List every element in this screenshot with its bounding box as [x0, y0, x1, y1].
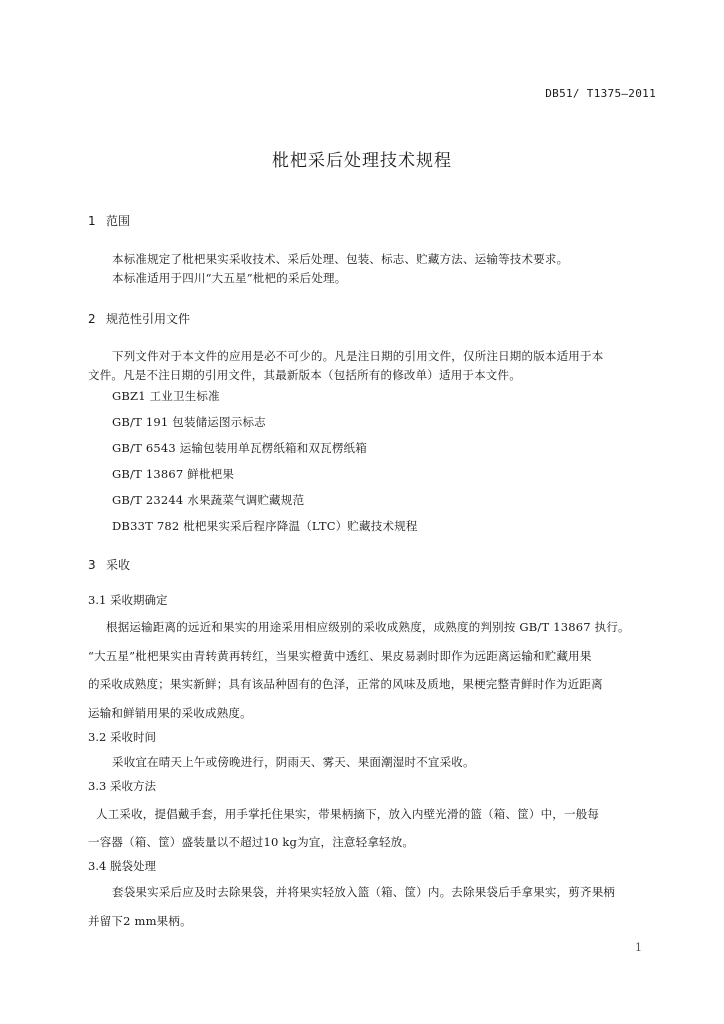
page-number: 1	[635, 941, 642, 954]
section-3-title: 采收	[106, 558, 131, 572]
subsection-3-1-line-3: 的采收成熟度；果实新鲜；具有该品种固有的色泽，正常的风味及质地，果梗完整青鲜时作为近距离	[88, 677, 603, 691]
reference-item: DB33T 782 枇杷果实采后程序降温（LTC）贮藏技术规程	[112, 519, 418, 533]
subsection-3-4-line-2: 并留下2 mm果柄。	[88, 914, 192, 928]
reference-item: GB/T 191 包装储运图示标志	[112, 415, 266, 429]
subsection-3-4-line-1: 套袋果实采后应及时去除果袋，并将果实轻放入篮（箱、筐）内。去除果袋后手拿果实，剪齐果柄	[112, 885, 616, 899]
section-2-title: 规范性引用文件	[106, 312, 191, 326]
section-3-heading	[88, 556, 130, 573]
section-2-paragraph-line-2: 文件。凡是不注日期的引用文件，其最新版本（包括所有的修改单）适用于本文件。	[88, 368, 521, 382]
section-1-paragraph-2: 本标准适用于四川“大五星”枇杷的采后处理。	[112, 271, 347, 285]
reference-item: GBZ1 工业卫生标准	[112, 389, 220, 403]
section-2-number: 2	[88, 312, 96, 326]
reference-item: GB/T 13867 鲜枇杷果	[112, 467, 235, 481]
section-1-number: 1	[88, 214, 96, 228]
section-1-heading	[88, 212, 130, 229]
subsection-3-3-title: 3.3 采收方法	[88, 779, 156, 793]
standard-code-header: DB51/ T1375—2011	[545, 87, 656, 100]
subsection-3-1-line-1: 根据运输距离的远近和果实的用途采用相应级别的采收成熟度，成熟度的判别按 GB/T 13867 执行。	[106, 620, 630, 634]
document-title: 枇杷采后处理技术规程	[272, 151, 452, 171]
reference-item: GB/T 23244 水果蔬菜气调贮藏规范	[112, 493, 305, 507]
subsection-3-2-title: 3.2 采收时间	[88, 730, 156, 744]
subsection-3-1-line-2: “大五星”枇杷果实由青转黄再转红，当果实橙黄中透红、果皮易剥时即作为远距离运输和贮藏用果	[88, 649, 592, 663]
reference-item: GB/T 6543 运输包装用单瓦楞纸箱和双瓦楞纸箱	[112, 441, 367, 455]
subsection-3-2-line-1: 采收宜在晴天上午或傍晚进行，阴雨天、雾天、果面潮湿时不宜采收。	[112, 755, 475, 769]
subsection-3-3-line-1: 人工采收，提倡戴手套，用手掌托住果实，带果柄摘下，放入内壁光滑的篮（箱、筐）中，一般每	[96, 807, 600, 821]
section-3-number: 3	[88, 558, 96, 572]
section-1-title: 范围	[106, 214, 131, 228]
subsection-3-3-line-2: 一容器（箱、筐）盛装量以不超过10 kg为宜，注意轻拿轻放。	[88, 835, 415, 849]
section-2-paragraph-line-1: 下列文件对于本文件的应用是必不可少的。凡是注日期的引用文件，仅所注日期的版本适用于本	[112, 349, 604, 363]
subsection-3-1-title: 3.1 采收期确定	[88, 593, 168, 607]
subsection-3-4-title: 3.4 脱袋处理	[88, 859, 156, 873]
section-1-paragraph-1: 本标准规定了枇杷果实采收技术、采后处理、包装、标志、贮藏方法、运输等技术要求。	[112, 252, 569, 266]
section-2-heading	[88, 310, 190, 327]
subsection-3-1-line-4: 运输和鲜销用果的采收成熟度。	[88, 706, 252, 720]
